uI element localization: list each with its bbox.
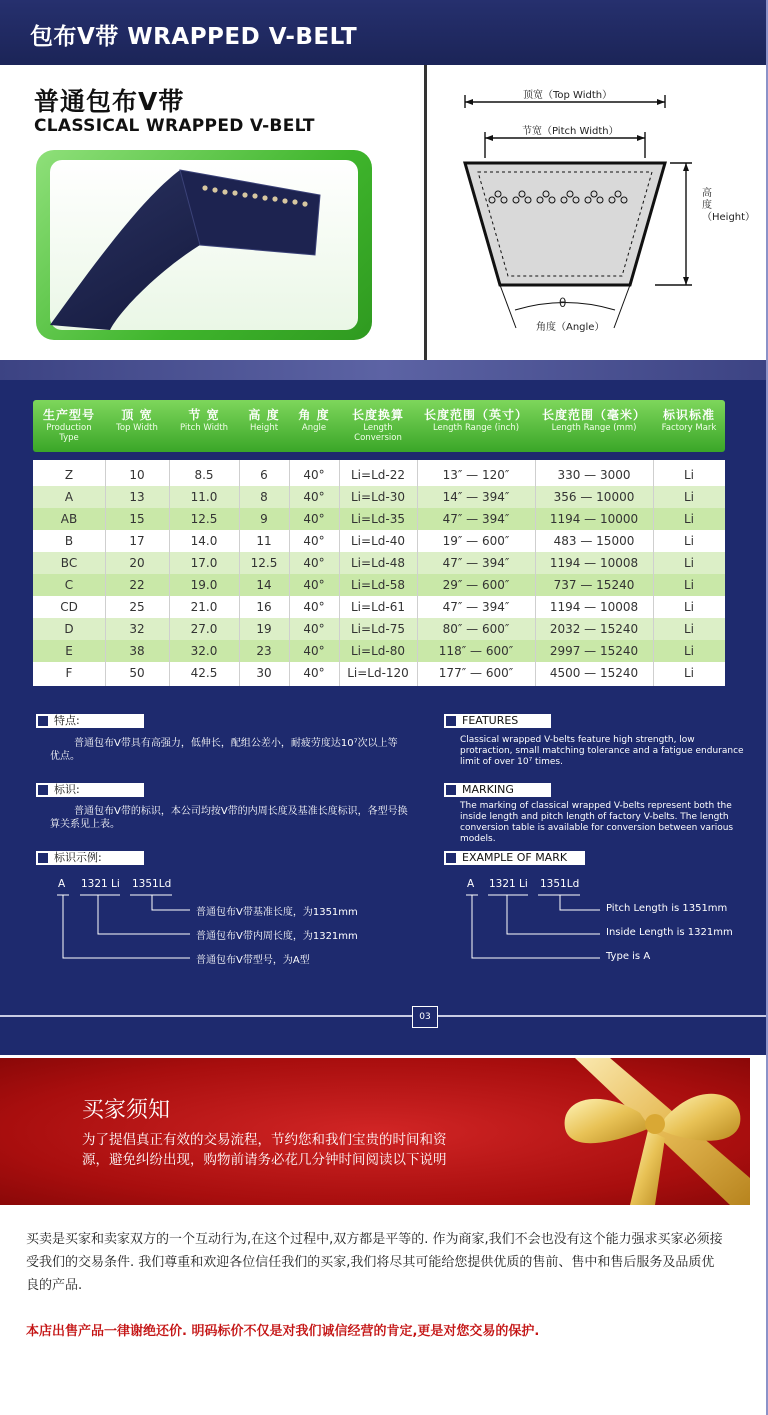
section-marking-en: [444, 783, 551, 797]
no-bargain-notice: 本店出售产品一律谢绝还价. 明码标价不仅是对我们诚信经营的肯定,更是对您交易的保护.: [26, 1324, 540, 1339]
table-row: [33, 464, 725, 486]
table-row: [33, 640, 725, 662]
example-ld-cn: 1351Ld: [132, 878, 172, 890]
table-cell: D: [64, 622, 74, 636]
table-cell: Li=Ld-48: [351, 556, 405, 570]
features-text-cn: 普通包布V带具有高强力，低伸长，配组公差小，耐疲劳度达10⁷次以上等优点。: [50, 738, 398, 762]
table-cell: F: [65, 666, 73, 680]
bullet-square: [446, 785, 456, 795]
table-cell: 19″ — 600″: [442, 534, 510, 548]
table-cell: 2032 — 15240: [549, 622, 639, 636]
notice-title: 买家须知: [82, 1098, 171, 1123]
table-cell: 40°: [303, 666, 325, 680]
table-cell: 9: [260, 512, 268, 526]
table-cell: Li: [683, 622, 695, 636]
table-cell: 13″ — 120″: [442, 468, 510, 482]
table-cell: A: [64, 490, 74, 504]
section-title: 特点:: [54, 714, 80, 727]
product-title-en: CLASSICAL WRAPPED V-BELT: [34, 116, 315, 136]
bullet-square: [38, 853, 48, 863]
section-title: MARKING: [462, 783, 514, 796]
table-cell: 27.0: [190, 622, 218, 636]
example-li-cn: 1321 Li: [81, 878, 120, 890]
banner-title: 包布V带 WRAPPED V-BELT: [30, 24, 358, 50]
belt-cross-section-diagram: [430, 70, 760, 360]
table-cell: 1194 — 10008: [549, 556, 639, 570]
table-cell: 19: [256, 622, 272, 636]
table-cell: Li: [683, 666, 695, 680]
table-cell: 19.0: [190, 578, 218, 592]
example-label-pitch-cn: 普通包布V带基准长度，为1351mm: [196, 907, 358, 918]
bullet-square: [38, 785, 48, 795]
table-cell: 11: [256, 534, 272, 548]
spec-table-header: [33, 400, 725, 452]
table-cell: Li: [683, 644, 695, 658]
table-cell: 47″ — 394″: [442, 512, 510, 526]
table-row: [33, 530, 725, 552]
angle-label: 角度（Angle）: [536, 322, 605, 333]
example-label-inside-cn: 普通包布V带内周长度，为1321mm: [196, 931, 358, 942]
table-cell: 40°: [303, 600, 325, 614]
belt-image: [50, 160, 358, 330]
table-cell: 22: [129, 578, 145, 592]
table-cell: 12.5: [190, 512, 218, 526]
spec-panel-band: [0, 360, 768, 380]
bullet-square: [446, 853, 456, 863]
table-cell: 8.5: [194, 468, 214, 482]
table-cell: 14.0: [190, 534, 218, 548]
table-divider: [535, 460, 536, 686]
table-cell: Li: [683, 468, 695, 482]
col-header-height: 高 度 Height: [248, 408, 280, 433]
table-cell: B: [64, 534, 74, 548]
table-cell: 4500 — 15240: [549, 666, 639, 680]
table-row: [33, 486, 725, 508]
table-cell: 483 — 15000: [553, 534, 635, 548]
example-label-pitch-en: Pitch Length is 1351mm: [606, 903, 728, 914]
height-label: 高度（Height）: [702, 188, 756, 223]
col-header-range-mm: 长度范围（毫米） Length Range (mm): [541, 408, 646, 433]
table-row: [33, 596, 725, 618]
bullet-square: [38, 716, 48, 726]
table-cell: 50: [129, 666, 145, 680]
table-cell: 17.0: [190, 556, 218, 570]
marking-text-cn: 普通包布V带的标识，本公司均按V带的内周长度及基准长度标识，各型号换算关系见上表。: [50, 806, 408, 830]
table-divider: [653, 460, 654, 686]
table-cell: Z: [64, 468, 74, 482]
example-label-type-cn: 普通包布V带型号，为A型: [196, 955, 310, 966]
table-cell: 6: [260, 468, 268, 482]
col-header-mark: 标识标准 Factory Mark: [661, 408, 717, 433]
section-title: 标识示例:: [54, 851, 102, 864]
section-features-cn: [36, 714, 144, 728]
table-cell: Li=Ld-35: [351, 512, 405, 526]
section-title: EXAMPLE OF MARK: [462, 851, 568, 864]
table-cell: 25: [129, 600, 145, 614]
table-cell: 40°: [303, 490, 325, 504]
notice-body-text: 买卖是买家和卖家双方的一个互动行为,在这个过程中,双方都是平等的. 作为商家,我们不会也没有这个能力强求买家必须接受我们的交易条件. 我们尊重和欢迎各位信任我们的买家,我们将尽其可能给您提供优质的售前、售中和售后服务及品质优良的产品.: [26, 1232, 723, 1293]
example-li-en: 1321 Li: [489, 878, 528, 890]
bullet-square: [446, 716, 456, 726]
table-divider: [105, 460, 106, 686]
features-text-en: Classical wrapped V-belts feature high strength, low protraction, small matching tolerance and a fatigue endurance limit of over 10⁷ times.: [460, 735, 744, 767]
table-cell: 40°: [303, 468, 325, 482]
table-cell: 40°: [303, 578, 325, 592]
table-cell: Li: [683, 490, 695, 504]
table-cell: 47″ — 394″: [442, 556, 510, 570]
table-cell: C: [64, 578, 74, 592]
table-cell: 32: [129, 622, 145, 636]
table-cell: Li=Ld-22: [351, 468, 405, 482]
table-cell: CD: [60, 600, 78, 614]
table-cell: Li=Ld-40: [351, 534, 405, 548]
table-divider: [339, 460, 340, 686]
table-row: [33, 662, 725, 684]
table-divider: [289, 460, 290, 686]
table-cell: 16: [256, 600, 272, 614]
top-banner: [0, 0, 768, 60]
table-cell: 356 — 10000: [553, 490, 635, 504]
example-label-type-en: Type is A: [606, 951, 651, 962]
page-number: 03: [412, 1006, 438, 1028]
table-cell: Li=Ld-58: [351, 578, 405, 592]
table-divider: [239, 460, 240, 686]
section-title: 标识:: [54, 783, 80, 796]
table-cell: E: [65, 644, 73, 658]
table-cell: Li=Ld-80: [351, 644, 405, 658]
table-cell: Li: [683, 534, 695, 548]
table-cell: 40°: [303, 644, 325, 658]
table-cell: 47″ — 394″: [442, 600, 510, 614]
table-cell: Li: [683, 578, 695, 592]
table-row: [33, 618, 725, 640]
table-cell: 29″ — 600″: [442, 578, 510, 592]
table-cell: 20: [129, 556, 145, 570]
table-cell: 17: [129, 534, 145, 548]
table-cell: 14″ — 394″: [442, 490, 510, 504]
table-cell: 80″ — 600″: [442, 622, 510, 636]
table-cell: Li: [683, 512, 695, 526]
table-cell: 40°: [303, 534, 325, 548]
col-header-type: 生产型号 Production Type: [42, 408, 95, 443]
example-ld-en: 1351Ld: [540, 878, 580, 890]
table-row: [33, 552, 725, 574]
table-cell: Li=Ld-120: [347, 666, 409, 680]
table-cell: BC: [60, 556, 78, 570]
table-cell: 2997 — 15240: [549, 644, 639, 658]
table-cell: 330 — 3000: [557, 468, 631, 482]
table-divider: [417, 460, 418, 686]
section-features-en: [444, 714, 551, 728]
example-type-en: A: [467, 878, 475, 890]
marking-text-en: The marking of classical wrapped V-belts represent both the inside length and pitch length of factory V-belts. The length conversion table is available for conversion between various models.: [460, 801, 734, 844]
table-cell: 12.5: [250, 556, 278, 570]
col-header-angle: 角 度 Angle: [298, 408, 330, 433]
table-cell: 177″ — 600″: [438, 666, 514, 680]
spec-table: [33, 460, 725, 686]
example-label-inside-en: Inside Length is 1321mm: [606, 927, 733, 938]
table-cell: 10: [129, 468, 145, 482]
pitch-width-label: 节宽（Pitch Width）: [522, 126, 619, 137]
table-cell: 11.0: [190, 490, 218, 504]
section-example-cn: [36, 851, 144, 865]
top-width-label: 顶宽（Top Width）: [523, 90, 613, 101]
table-cell: 32.0: [190, 644, 218, 658]
table-cell: 40°: [303, 556, 325, 570]
table-cell: Li=Ld-75: [351, 622, 405, 636]
table-cell: 13: [129, 490, 145, 504]
table-cell: Li=Ld-61: [351, 600, 405, 614]
table-cell: 40°: [303, 512, 325, 526]
example-type-cn: A: [58, 878, 66, 890]
table-cell: 737 — 15240: [553, 578, 635, 592]
col-header-pitch-width: 节 宽 Pitch Width: [179, 408, 229, 433]
col-header-top-width: 顶 宽 Top Width: [116, 408, 158, 433]
section-example-en: [444, 851, 585, 865]
table-cell: 1194 — 10000: [549, 512, 639, 526]
table-cell: 8: [260, 490, 268, 504]
section-marking-cn: [36, 783, 144, 797]
table-divider: [169, 460, 170, 686]
table-cell: 30: [256, 666, 272, 680]
table-cell: 21.0: [190, 600, 218, 614]
table-cell: 118″ — 600″: [438, 644, 514, 658]
footer-rule: [0, 1015, 768, 1017]
product-title-cn: 普通包布V带: [34, 87, 185, 116]
table-cell: AB: [60, 512, 78, 526]
table-cell: 1194 — 10008: [549, 600, 639, 614]
col-header-range-inch: 长度范围（英寸） Length Range (inch): [423, 408, 528, 433]
table-cell: 15: [129, 512, 145, 526]
table-row: [33, 508, 725, 530]
theta-label: θ: [559, 296, 567, 310]
table-cell: 42.5: [190, 666, 218, 680]
table-cell: 38: [129, 644, 145, 658]
table-cell: Li: [683, 600, 695, 614]
table-cell: 40°: [303, 622, 325, 636]
table-cell: Li=Ld-30: [351, 490, 405, 504]
col-header-conversion: 长度换算 Length Conversion: [351, 408, 404, 443]
table-row: [33, 574, 725, 596]
section-title: FEATURES: [462, 714, 519, 727]
header-divider: [424, 65, 427, 360]
table-cell: 23: [256, 644, 272, 658]
table-cell: Li: [683, 556, 695, 570]
table-cell: 14: [256, 578, 272, 592]
notice-subtitle: 为了提倡真正有效的交易流程，节约您和我们宝贵的时间和资源，避免纠纷出现，购物前请务必花几分钟时间阅读以下说明: [82, 1132, 447, 1168]
belt-photo: [50, 160, 358, 330]
